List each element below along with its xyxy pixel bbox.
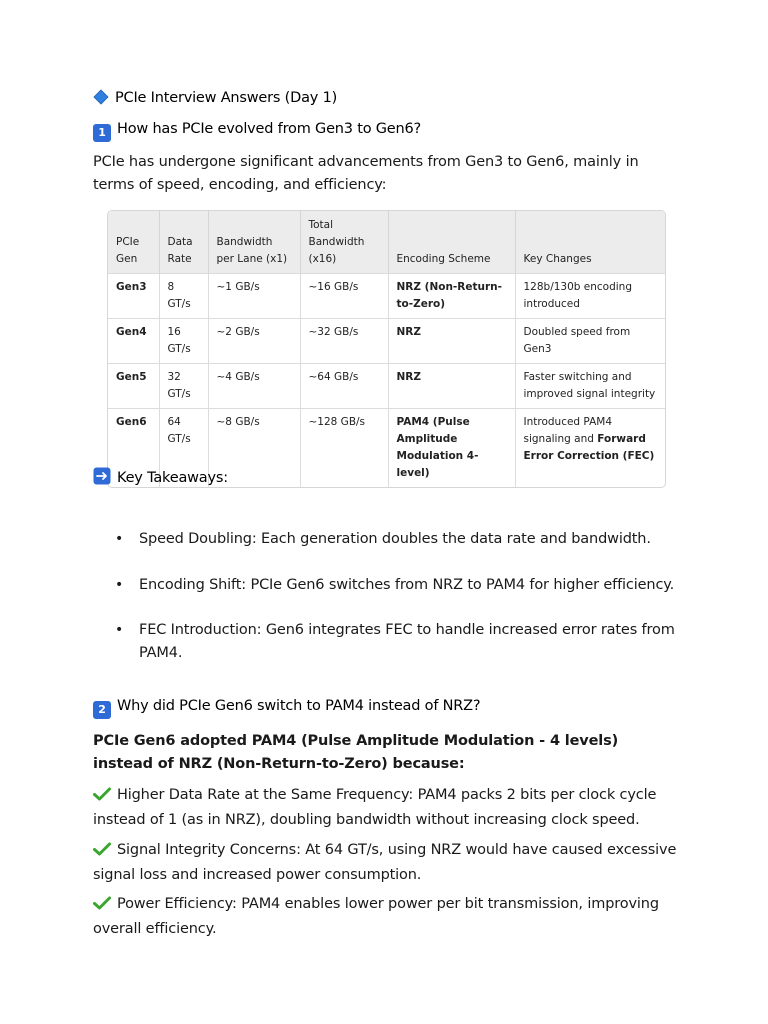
list-item: • Speed Doubling: Each generation doubles the data rate and bandwidth. [93,528,683,551]
reason-paragraph: Power Efficiency: PAM4 enables lower power per bit transmission, improving overall efficiency. [93,896,659,937]
blue-diamond-icon [93,89,109,109]
cell-encoding: NRZ [388,364,515,409]
changes-bold-text: Forward Error Correction (FEC) [523,433,655,462]
cell-lane: ~4 GB/s [208,364,300,409]
column-header: PCIe Gen [108,211,159,274]
cell-encoding: NRZ [388,319,515,364]
table-row [108,319,665,364]
cell-encoding: NRZ (Non-Return-to-Zero) [388,274,515,319]
cell-total: ~64 GB/s [300,364,388,409]
cell-rate: 16 GT/s [159,319,208,364]
list-item: • FEC Introduction: Gen6 integrates FEC to handle increased error rates from PAM4. [93,619,683,665]
cell-rate: 64 GT/s [159,409,208,488]
column-header: Data Rate [159,211,208,274]
check-mark-icon [93,786,111,809]
table-row [108,364,665,409]
cell-total: ~32 GB/s [300,319,388,364]
pcie-generation-table [107,210,666,488]
changes-text: Introduced PAM4 signaling and [523,416,613,445]
list-item: • Encoding Shift: PCIe Gen6 switches from NRZ to PAM4 for higher efficiency. [93,574,683,597]
cell-changes: 128b/130b encoding introduced [515,274,665,319]
cell-gen: Gen4 [108,319,159,364]
takeaways-list [93,528,683,665]
cell-changes [515,409,665,488]
cell-gen: Gen6 [108,409,159,488]
cell-changes: Doubled speed from Gen3 [515,319,665,364]
cell-lane: ~2 GB/s [208,319,300,364]
check-mark-icon [93,895,111,918]
cell-rate: 32 GT/s [159,364,208,409]
cell-total: ~16 GB/s [300,274,388,319]
question-2-lead: PCIe Gen6 adopted PAM4 (Pulse Amplitude Modulation - 4 levels) instead of NRZ (Non-Return-to-Zero) because: [93,733,619,772]
cell-lane: ~8 GB/s [208,409,300,488]
table-row [108,274,665,319]
check-mark-icon [93,841,111,864]
cell-gen: Gen3 [108,274,159,319]
cell-gen: Gen5 [108,364,159,409]
cell-total: ~128 GB/s [300,409,388,488]
doc-title: PCIe Interview Answers (Day 1) [93,89,337,109]
column-header: Total Bandwidth (x16) [300,211,388,274]
question-1-intro: PCIe has undergone significant advancements from Gen3 to Gen6, mainly in terms of speed, encoding, and efficiency: [93,154,639,193]
reason-paragraph: Higher Data Rate at the Same Frequency: PAM4 packs 2 bits per clock cycle instead of 1 (as in NRZ), doubling bandwidth without increasing clock speed. [93,787,657,828]
takeaways-heading: Key Takeaways: [93,467,228,489]
cell-rate: 8 GT/s [159,274,208,319]
column-header: Bandwidth per Lane (x1) [208,211,300,274]
table-header-row [108,211,665,274]
question-2-heading: 2 Why did PCIe Gen6 switch to PAM4 instead of NRZ? [93,698,480,719]
column-header: Encoding Scheme [388,211,515,274]
column-header: Key Changes [515,211,665,274]
keycap-1-icon: 1 [93,124,111,142]
reason-paragraph: Signal Integrity Concerns: At 64 GT/s, using NRZ would have caused excessive signal loss and increased power consumption. [93,842,677,883]
cell-encoding: PAM4 (Pulse Amplitude Modulation 4-level) [388,409,515,488]
right-arrow-box-icon [93,467,111,489]
keycap-2-icon: 2 [93,701,111,719]
question-1-heading: 1 How has PCIe evolved from Gen3 to Gen6? [93,121,421,142]
cell-lane: ~1 GB/s [208,274,300,319]
cell-changes: Faster switching and improved signal integrity [515,364,665,409]
